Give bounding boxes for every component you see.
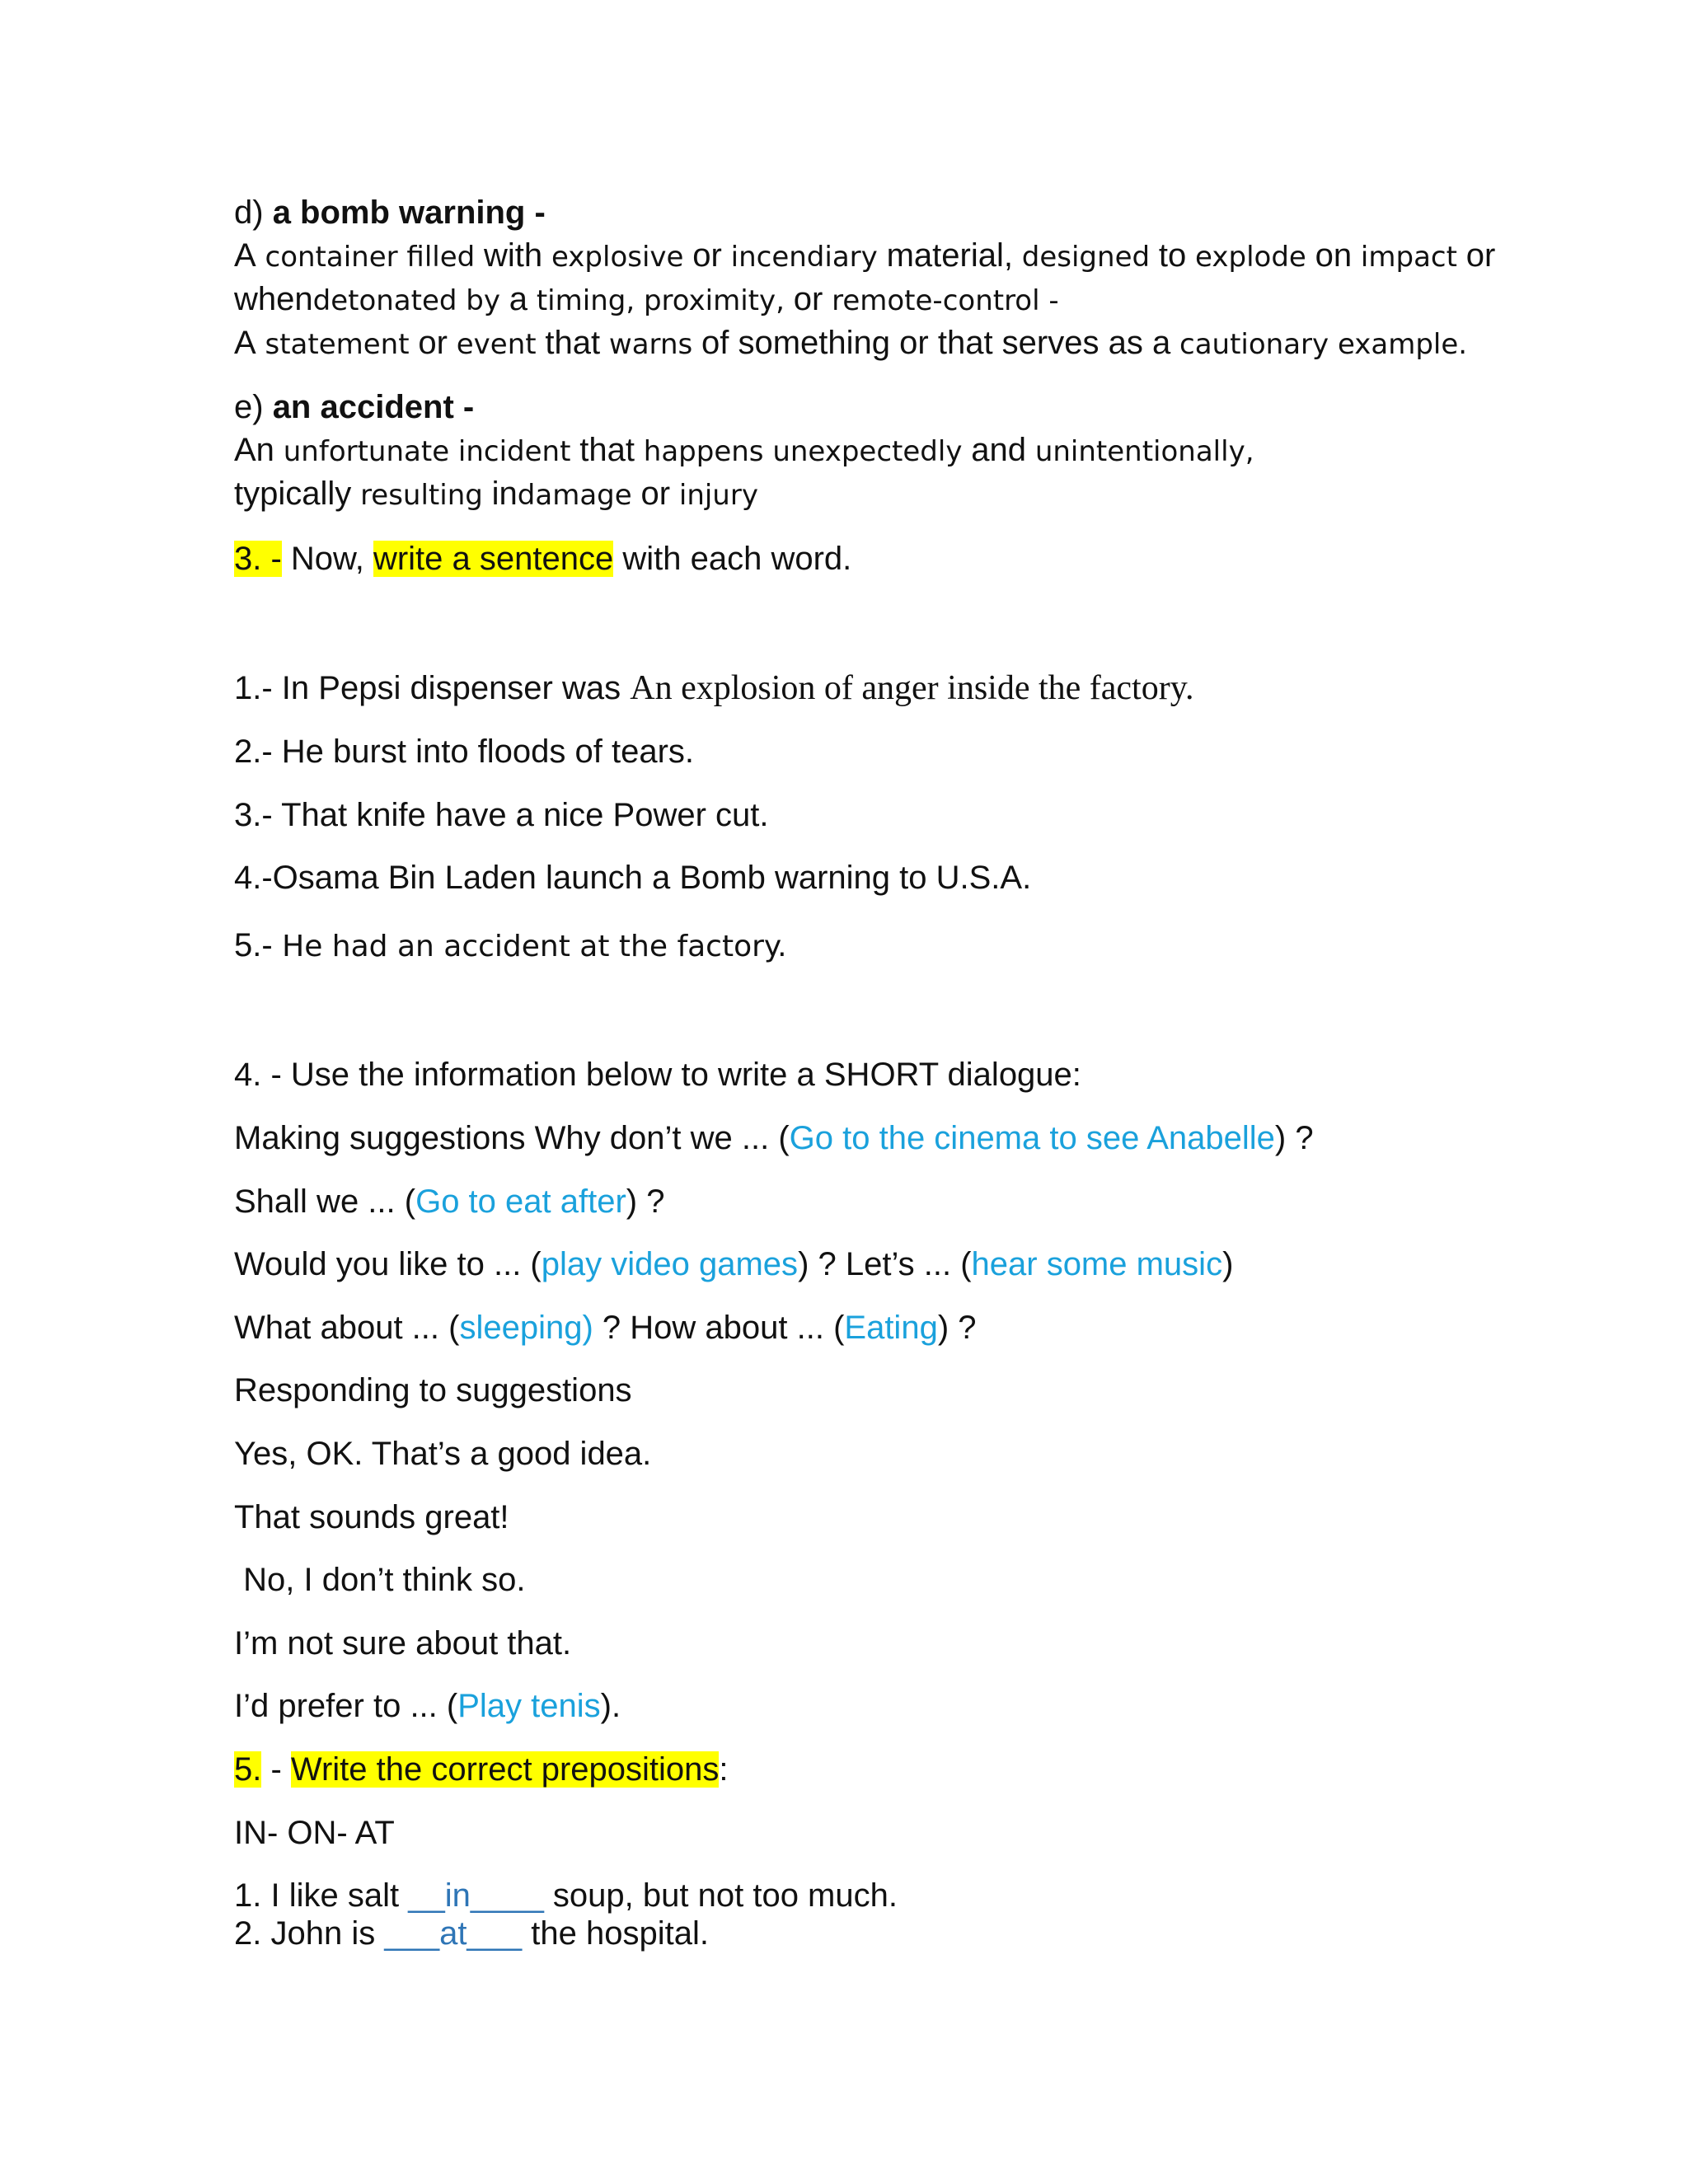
section-d-prefix: d) <box>234 194 273 231</box>
dialogue-line-1: Making suggestions Why don’t we ... (Go to the cinema to see Anabelle) ? <box>234 1120 1314 1156</box>
dialogue-line-2: Shall we ... (Go to eat after) ? <box>234 1183 665 1220</box>
answer-text: hear some music <box>971 1246 1223 1282</box>
dialogue-line-5: Responding to suggestions <box>234 1372 632 1408</box>
answer-text: Go to eat after <box>415 1183 626 1220</box>
answer-blank: __in____ <box>408 1877 544 1914</box>
section-d-heading <box>234 193 546 232</box>
answer-text: Go to the cinema to see Anabelle <box>789 1120 1275 1156</box>
section-d-definition-line-1: A container filled with explosive or incendiary material, designed to explode on impact or <box>234 237 1496 274</box>
section-d-definition-line-2: whendetonated by a timing, proximity, or remote-control - <box>234 281 1059 317</box>
dialogue-line-7: That sounds great! <box>234 1499 509 1535</box>
exercise-4-title: 4. - Use the information below to write a SHORT dialogue: <box>234 1057 1081 1093</box>
section-d-definition-line-3: A statement or event that warns of something or that serves as a cautionary example. <box>234 325 1468 361</box>
preposition-question-1: 1. I like salt __in____ soup, but not too much. <box>234 1877 898 1914</box>
dialogue-line-3: Would you like to ... (play video games) ? Let’s ... (hear some music) <box>234 1246 1234 1282</box>
section-e-term: an accident - <box>272 389 475 425</box>
dialogue-line-6: Yes, OK. That’s a good idea. <box>234 1436 652 1472</box>
exercise-3-instruction: 3. - Now, write a sentence with each word. <box>234 541 852 577</box>
exercise-3-sentence-3: 3.- That knife have a nice Power cut. <box>234 797 769 833</box>
section-e-definition-line-1: An unfortunate incident that happens unexpectedly and unintentionally, <box>234 432 1254 468</box>
preposition-options: IN- ON- AT <box>234 1815 395 1851</box>
exercise-3-sentence-1: 1.- In Pepsi dispenser was An explosion of anger inside the factory. <box>234 669 1194 707</box>
exercise-5-number: 5. <box>234 1751 262 1788</box>
section-e-prefix: e) <box>234 389 273 425</box>
section-d-term: a bomb warning - <box>272 194 546 231</box>
exercise-3-sentence-4: 4.-Osama Bin Laden launch a Bomb warning to U.S.A. <box>234 860 1032 896</box>
answer-text: play video games <box>541 1246 799 1282</box>
dialogue-line-9: I’m not sure about that. <box>234 1625 572 1661</box>
section-e-heading <box>234 387 474 427</box>
dialogue-line-8: No, I don’t think so. <box>234 1562 526 1598</box>
preposition-question-2: 2. John is ___at___ the hospital. <box>234 1915 709 1952</box>
answer-text: Eating <box>844 1310 938 1346</box>
exercise-3-highlight: write a sentence <box>373 541 614 577</box>
dialogue-line-10: I’d prefer to ... (Play tenis). <box>234 1688 621 1724</box>
exercise-5-instruction: 5. - Write the correct prepositions: <box>234 1751 729 1788</box>
exercise-3-sentence-2: 2.- He burst into floods of tears. <box>234 733 695 770</box>
answer-text: sleeping) <box>459 1310 593 1346</box>
exercise-5-highlight: Write the correct prepositions <box>290 1751 720 1788</box>
answer-text: Play tenis <box>457 1688 601 1724</box>
answer-blank: ___at___ <box>384 1915 523 1952</box>
section-e-definition-line-2: typically resulting indamage or injury <box>234 476 758 512</box>
exercise-3-sentence-5: 5.- He had an accident at the factory. <box>234 927 787 963</box>
exercise-3-number: 3. - <box>234 541 282 577</box>
dialogue-line-4: What about ... (sleeping) ? How about ... (Eating) ? <box>234 1310 977 1346</box>
